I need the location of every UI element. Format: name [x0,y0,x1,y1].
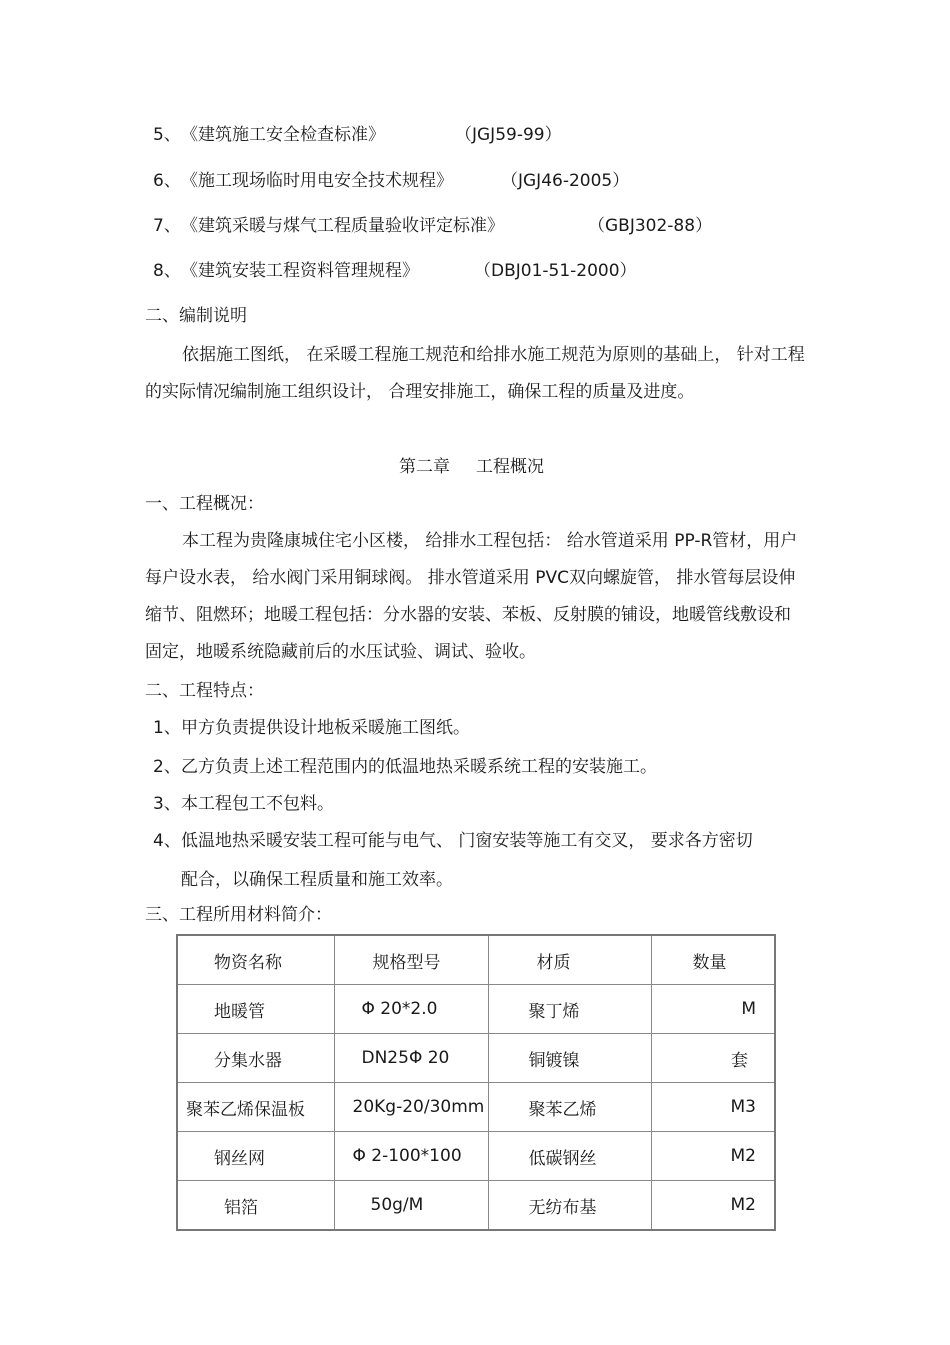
standard-number: 7、 [153,216,181,236]
table-cell: 分集水器 [177,1034,334,1083]
item-number: 3、 [153,794,181,814]
table-cell: M2 [651,1181,775,1231]
standard-code: （JGJ46-2005） [501,171,630,191]
item-text: 乙方负责上述工程范围内的低温地热采暖系统工程的安装施工。 [181,757,657,777]
section-heading: 三、工程所用材料简介： [145,905,332,925]
table-cell: 20Kg-20/30mm [334,1083,488,1132]
standard-number: 5、 [153,125,181,145]
item-text: 低温地热采暖安装工程可能与电气、 门窗安装等施工有交叉， 要求各方密切 [181,831,753,851]
table-cell: DN25Φ 20 [334,1034,488,1083]
item-number: 2、 [153,757,181,777]
chapter-title: 工程概况 [476,457,544,477]
item-number: 1、 [153,718,181,738]
table-cell: 套 [651,1034,775,1083]
standard-title: 《建筑施工安全检查标准》 [181,125,385,145]
item-text: 本工程包工不包料。 [181,794,334,814]
table-cell: 聚苯乙烯 [488,1083,651,1132]
section-heading: 二、编制说明 [145,306,247,326]
table-cell: M [651,985,775,1034]
table-cell: M3 [651,1083,775,1132]
table-cell: M2 [651,1132,775,1181]
standard-title: 《施工现场临时用电安全技术规程》 [181,171,453,191]
section-heading: 二、工程特点： [145,681,264,701]
column-header: 数量 [651,935,775,985]
standard-title: 《建筑安装工程资料管理规程》 [181,261,419,281]
table-cell: 低碳钢丝 [488,1132,651,1181]
column-header: 物资名称 [177,935,334,985]
table-cell: 无纺布基 [488,1181,651,1231]
table-cell: Φ 20*2.0 [334,985,488,1034]
standard-title: 《建筑采暖与煤气工程质量验收评定标准》 [181,216,504,236]
table-cell: 铝箔 [177,1181,334,1231]
standard-number: 8、 [153,261,181,281]
table-header-row [177,935,775,985]
standard-code: （JGJ59-99） [455,125,562,145]
section-paragraph: 依据施工图纸， 在采暖工程施工规范和给排水施工规范为原则的基础上， 针对工程的实际情况编制施工组织设计， 合理安排施工，确保工程的质量及进度。 [145,345,805,402]
table-cell: 地暖管 [177,985,334,1034]
table-row [177,985,775,1034]
table-row [177,1083,775,1132]
table-row [177,1034,775,1083]
column-header: 规格型号 [334,935,488,985]
table-cell: 铜镀镍 [488,1034,651,1083]
standard-code: （DBJ01-51-2000） [474,261,637,281]
section-heading: 一、工程概况： [145,494,264,514]
table-cell: 聚丁烯 [488,985,651,1034]
standard-code: （GBJ302-88） [588,216,713,236]
chapter-number: 第二章 [399,457,450,477]
overview-paragraph: 本工程为贵隆康城住宅小区楼， 给排水工程包括： 给水管道采用 PP-R管材，用户每户设水表， 给水阀门采用铜球阀。 排水管道采用 PVC双向螺旋管， 排水管每层设伸缩节、阻燃环；地暖工程包括：分水器的安装、苯板、反射膜的铺设，地暖管线敷设和固定，地暖系统隐藏前后的水压试验、调试、验收。 [145,531,798,662]
item-text-continued: 配合，以确保工程质量和施工效率。 [181,870,453,890]
column-header: 材质 [488,935,651,985]
table-cell: 聚苯乙烯保温板 [177,1083,334,1132]
item-text: 甲方负责提供设计地板采暖施工图纸。 [181,718,470,738]
table-cell: Φ 2-100*100 [334,1132,488,1181]
table-row [177,1132,775,1181]
standard-number: 6、 [153,171,181,191]
table-cell: 50g/M [334,1181,488,1231]
item-number: 4、 [153,831,181,851]
table-cell: 钢丝网 [177,1132,334,1181]
table-row [177,1181,775,1231]
materials-table [176,934,776,1231]
